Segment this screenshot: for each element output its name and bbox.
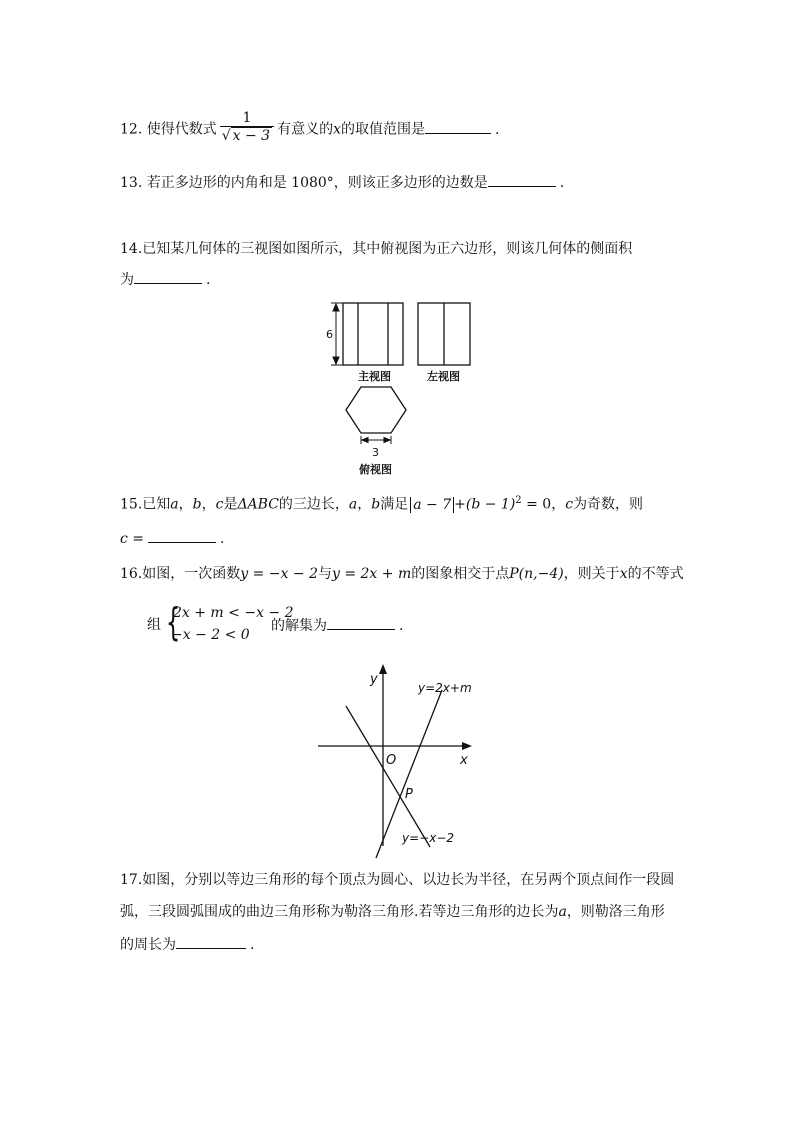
q16-f1: y = −x − 2 bbox=[240, 566, 318, 582]
q15-t4: 满足 bbox=[380, 496, 409, 513]
q15-b: b bbox=[192, 496, 202, 513]
q16-ineq2: −x − 2 < 0 bbox=[171, 627, 250, 643]
q15-square-term: +(b − 1) bbox=[454, 496, 516, 513]
q14-period: . bbox=[206, 272, 211, 288]
dim-arrow-up bbox=[333, 304, 339, 311]
q16-suffix: 的不等式 bbox=[627, 566, 684, 582]
q15-comma2: ， bbox=[201, 496, 216, 513]
width-label: 3 bbox=[372, 446, 379, 459]
line-y-2x-plus-m bbox=[376, 690, 442, 858]
line1-label: y=2x+m bbox=[418, 681, 472, 695]
left-view bbox=[418, 303, 470, 365]
q14-text: 14.已知某几何体的三视图如图所示，其中俯视图为正六边形，则该几何体的侧面积 bbox=[120, 241, 633, 257]
q15-b2: b bbox=[371, 496, 381, 513]
q15-t3: 的三边长， bbox=[278, 496, 349, 513]
front-view-label: 主视图 bbox=[358, 370, 391, 383]
y-axis-label: y bbox=[370, 672, 378, 687]
q12-fraction bbox=[220, 110, 274, 145]
q15-t1: 已知 bbox=[142, 496, 171, 513]
top-view-label: 俯视图 bbox=[359, 463, 392, 476]
q12-frac-denominator: √ x − 3 bbox=[220, 126, 274, 145]
q16-brace: { bbox=[165, 600, 181, 644]
line-y-neg-x-minus-2 bbox=[346, 706, 430, 847]
height-label: 6 bbox=[326, 328, 333, 341]
q17-period: . bbox=[250, 937, 255, 953]
q15-comma1: ， bbox=[178, 496, 193, 513]
top-view-hexagon bbox=[346, 387, 406, 433]
front-view-outline bbox=[343, 303, 403, 365]
q17-var: a bbox=[558, 904, 567, 920]
x-axis-label: x bbox=[460, 753, 468, 768]
x-axis-arrow bbox=[462, 742, 472, 750]
y-axis-arrow bbox=[379, 664, 387, 674]
left-view-label: 左视图 bbox=[427, 370, 460, 383]
q15-answer-blank[interactable] bbox=[148, 528, 216, 543]
q15-abs-expr: a − 7 bbox=[413, 496, 452, 513]
q15-a2: a bbox=[348, 496, 358, 513]
q15-number: 15. bbox=[120, 496, 143, 513]
q13-period: . bbox=[559, 175, 565, 191]
q13-answer-blank[interactable] bbox=[488, 172, 556, 187]
q13-text: 若正多边形的内角和是 1080°，则该正多边形的边数是 bbox=[146, 175, 488, 191]
question-12 bbox=[120, 112, 499, 147]
q12-text-before: 使得代数式 bbox=[146, 121, 217, 138]
question-17-line3 bbox=[120, 934, 254, 955]
line2-label: y=−x−2 bbox=[402, 831, 455, 845]
q15-t2: 是 bbox=[223, 496, 238, 513]
q12-number: 12. bbox=[120, 121, 143, 138]
q17-line3-prefix: 的周长为 bbox=[120, 937, 176, 953]
q15-period: . bbox=[220, 531, 225, 547]
q17-line2-suffix: ，则勒洛三角形 bbox=[566, 904, 665, 920]
q15-c-eq: c = bbox=[120, 531, 145, 547]
q16-period: . bbox=[399, 618, 404, 634]
front-view bbox=[343, 303, 403, 365]
q15-abs-value bbox=[410, 497, 454, 513]
q15-a: a bbox=[170, 496, 179, 513]
q15-comma3: ， bbox=[357, 496, 372, 513]
q14-prefix: 为 bbox=[120, 272, 134, 288]
q12-var-x: x bbox=[333, 121, 341, 138]
left-view-outline bbox=[418, 303, 470, 365]
dim-arrow-down bbox=[333, 357, 339, 364]
q17-line2-prefix: 弧，三段圆弧围成的曲边三角形称为勒洛三角形.若等边三角形的边长为 bbox=[120, 904, 559, 920]
q13-number: 13. bbox=[120, 175, 143, 191]
point-p-label: P bbox=[405, 787, 413, 802]
q16-suffix2 bbox=[271, 615, 403, 636]
question-14-line1 bbox=[120, 239, 632, 259]
q16-var: x bbox=[619, 566, 628, 582]
question-13 bbox=[120, 172, 564, 193]
q12-radicand: x − 3 bbox=[232, 128, 271, 144]
origin-label: O bbox=[386, 753, 397, 768]
q16-prefix: 16.如图，一次函数 bbox=[120, 566, 241, 582]
q17-line1: 17.如图，分别以等边三角形的每个顶点为圆心、以边长为半径，在另两个顶点间作一段圆 bbox=[120, 872, 675, 888]
q16-point: P(n,−4) bbox=[509, 566, 564, 582]
question-15-line2 bbox=[120, 528, 224, 549]
q16-mid2: 的图象相交于点 bbox=[411, 566, 510, 582]
q15-c: c bbox=[215, 496, 224, 513]
q16-mid1: 与 bbox=[317, 566, 332, 582]
question-17-line2 bbox=[120, 902, 665, 922]
q16-mid3: ，则关于 bbox=[563, 566, 620, 582]
question-17-line1 bbox=[120, 870, 674, 890]
question-14-line2 bbox=[120, 269, 210, 290]
q16-answer-blank[interactable] bbox=[327, 615, 395, 630]
q12-text-mid: 有意义的 bbox=[277, 121, 334, 138]
width-arrow-left bbox=[362, 438, 368, 443]
q16-suffix2-text: 的解集为 bbox=[271, 618, 327, 634]
q15-t5: 为奇数，则 bbox=[573, 496, 644, 513]
question-16-line1 bbox=[120, 564, 684, 584]
q12-text-after: 的取值范围是 bbox=[340, 121, 425, 138]
q12-frac-numerator: 1 bbox=[242, 110, 252, 126]
q16-ineq1: 2x + m < −x − 2 bbox=[173, 605, 294, 621]
width-dimension bbox=[361, 436, 391, 444]
q15-c2: c bbox=[565, 496, 574, 513]
q14-answer-blank[interactable] bbox=[134, 269, 202, 284]
q17-answer-blank[interactable] bbox=[176, 934, 246, 949]
q12-answer-blank[interactable] bbox=[425, 119, 491, 134]
q16-f2: y = 2x + m bbox=[331, 566, 412, 582]
q15-exponent: 2 bbox=[515, 495, 522, 506]
width-arrow-right bbox=[384, 438, 390, 443]
q12-period: . bbox=[494, 121, 500, 138]
question-15-line1 bbox=[120, 491, 643, 515]
q16-group-prefix: 组 bbox=[147, 617, 161, 633]
q15-triangle: ΔABC bbox=[237, 496, 279, 513]
q15-eq0: = 0， bbox=[521, 496, 566, 513]
height-dimension bbox=[331, 303, 343, 365]
